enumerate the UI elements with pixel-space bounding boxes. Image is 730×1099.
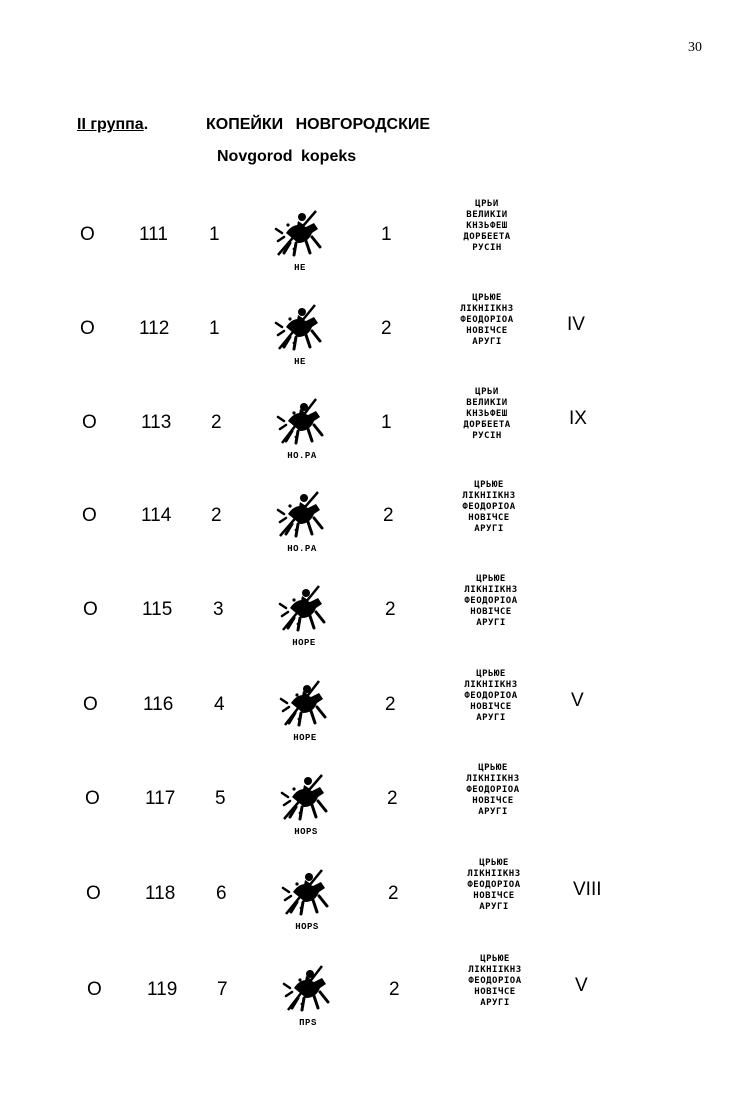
catalogue-number: 115 <box>142 599 173 620</box>
table-row <box>0 480 730 586</box>
reverse-inscription <box>445 954 545 1009</box>
reverse-inscription <box>437 199 537 254</box>
row-letter: О <box>83 694 98 715</box>
reverse-type: 2 <box>387 788 398 809</box>
inscription-line: ЛІКНІІКНЗ <box>468 965 522 975</box>
reverse-type: 2 <box>385 694 396 715</box>
catalogue-number: 117 <box>145 788 176 809</box>
rarity-grade: V <box>571 690 584 711</box>
table-row <box>0 199 730 305</box>
inscription-line: ФЕОДОРІОА <box>460 315 514 325</box>
reverse-inscription <box>437 293 537 348</box>
group-label-suffix: . <box>143 116 149 133</box>
inscription-line: ЦРЬЮЕ <box>479 858 509 868</box>
inscription-line: РУСІН <box>472 243 502 253</box>
inscription-line: АРУГІ <box>478 807 508 817</box>
obverse-horseman-image <box>268 203 332 267</box>
obverse-caption: НЕ <box>294 357 306 367</box>
obverse-type: 4 <box>214 694 225 715</box>
obverse-type: 2 <box>211 505 222 526</box>
title-russian: КОПЕЙКИ НОВГОРОДСКИЕ <box>206 116 431 133</box>
inscription-line: КНЗЬФЕШ <box>466 409 508 419</box>
obverse-horseman-image <box>273 673 337 737</box>
obverse-horseman-image <box>268 297 332 361</box>
rarity-grade: VIII <box>573 879 602 900</box>
inscription-line: НОВІЧСЕ <box>468 513 510 523</box>
table-row <box>0 574 730 680</box>
table-row <box>0 387 730 493</box>
catalogue-number: 114 <box>141 505 172 526</box>
obverse-horseman-image <box>275 862 339 926</box>
obverse-type: 1 <box>209 224 220 245</box>
title-english: Novgorod kopeks <box>217 148 357 165</box>
catalogue-number: 119 <box>147 979 178 1000</box>
catalogue-number: 112 <box>139 318 170 339</box>
inscription-line: ЦРЬИ <box>475 199 499 209</box>
inscription-line: ЦРЬЮЕ <box>476 669 506 679</box>
inscription-line: ЛІКНІІКНЗ <box>462 491 516 501</box>
group-label <box>77 116 148 134</box>
reverse-inscription <box>443 763 543 818</box>
reverse-inscription <box>441 669 541 724</box>
row-letter: О <box>80 318 95 339</box>
table-row <box>0 858 730 964</box>
inscription-line: ЦРЬЮЕ <box>480 954 510 964</box>
catalogue-number: 111 <box>139 224 168 245</box>
obverse-horseman-image <box>274 767 338 831</box>
reverse-type: 1 <box>381 224 392 245</box>
obverse-caption: НОРS <box>295 922 319 932</box>
inscription-line: АРУГІ <box>476 713 506 723</box>
reverse-inscription <box>439 480 539 535</box>
obverse-type: 3 <box>213 599 224 620</box>
inscription-line: НОВІЧСЕ <box>473 891 515 901</box>
inscription-line: ДОРБЕЕТА <box>463 232 511 242</box>
table-row <box>0 293 730 399</box>
obverse-horseman-image <box>276 958 340 1022</box>
table-row <box>0 669 730 775</box>
inscription-line: ЦРЬЮЕ <box>478 763 508 773</box>
row-letter: О <box>82 505 97 526</box>
obverse-type: 5 <box>215 788 226 809</box>
reverse-inscription <box>444 858 544 913</box>
inscription-line: ЛІКНІІКНЗ <box>460 304 514 314</box>
obverse-caption: НО.РА <box>287 451 317 461</box>
inscription-line: ЛІКНІІКНЗ <box>464 585 518 595</box>
obverse-type: 2 <box>211 412 222 433</box>
rarity-grade: IV <box>567 314 585 335</box>
obverse-type: 6 <box>216 883 227 904</box>
inscription-line: АРУГІ <box>479 902 509 912</box>
obverse-horseman-image <box>270 391 334 455</box>
inscription-line: ЛІКНІІКНЗ <box>467 869 521 879</box>
reverse-type: 1 <box>381 412 392 433</box>
reverse-type: 2 <box>381 318 392 339</box>
inscription-line: РУСІН <box>472 431 502 441</box>
inscription-line: АРУГІ <box>476 618 506 628</box>
inscription-line: ФЕОДОРІОА <box>466 785 520 795</box>
inscription-line: ВЕЛИКІИ <box>466 210 508 220</box>
row-letter: О <box>86 883 101 904</box>
inscription-line: ФЕОДОРІОА <box>464 691 518 701</box>
reverse-inscription <box>441 574 541 629</box>
reverse-type: 2 <box>388 883 399 904</box>
rarity-grade: IX <box>569 408 587 429</box>
catalogue-number: 118 <box>145 883 176 904</box>
page-number: 30 <box>688 40 702 55</box>
inscription-line: АРУГІ <box>474 524 504 534</box>
inscription-line: ФЕОДОРІОА <box>468 976 522 986</box>
inscription-line: ЦРЬИ <box>475 387 499 397</box>
inscription-line: НОВІЧСЕ <box>470 702 512 712</box>
group-label-text: II группа <box>77 116 144 133</box>
reverse-type: 2 <box>385 599 396 620</box>
reverse-type: 2 <box>383 505 394 526</box>
row-letter: О <box>83 599 98 620</box>
obverse-caption: НЕ <box>294 263 306 273</box>
row-letter: О <box>85 788 100 809</box>
row-letter: О <box>80 224 95 245</box>
inscription-line: ЛІКНІІКНЗ <box>466 774 520 784</box>
inscription-line: ФЕОДОРІОА <box>462 502 516 512</box>
inscription-line: АРУГІ <box>480 998 510 1008</box>
obverse-caption: НОРЕ <box>292 638 316 648</box>
inscription-line: НОВІЧСЕ <box>474 987 516 997</box>
reverse-inscription <box>437 387 537 442</box>
catalogue-number: 116 <box>143 694 174 715</box>
inscription-line: ЦРЬЮЕ <box>474 480 504 490</box>
row-letter: О <box>82 412 97 433</box>
obverse-type: 1 <box>209 318 220 339</box>
reverse-type: 2 <box>389 979 400 1000</box>
catalogue-number: 113 <box>141 412 172 433</box>
obverse-caption: НО.РА <box>287 544 317 554</box>
inscription-line: ФЕОДОРІОА <box>464 596 518 606</box>
obverse-caption: НОРS <box>294 827 318 837</box>
inscription-line: НОВІЧСЕ <box>470 607 512 617</box>
inscription-line: ФЕОДОРІОА <box>467 880 521 890</box>
inscription-line: НОВІЧСЕ <box>472 796 514 806</box>
obverse-caption: ПРS <box>299 1018 317 1028</box>
table-row <box>0 763 730 869</box>
inscription-line: ЦРЬЮЕ <box>476 574 506 584</box>
row-letter: О <box>87 979 102 1000</box>
rarity-grade: V <box>575 975 588 996</box>
inscription-line: КНЗЬФЕШ <box>466 221 508 231</box>
inscription-line: ЦРЬЮЕ <box>472 293 502 303</box>
obverse-horseman-image <box>270 484 334 548</box>
obverse-caption: НОРЕ <box>293 733 317 743</box>
obverse-horseman-image <box>272 578 336 642</box>
inscription-line: ВЕЛИКІИ <box>466 398 508 408</box>
inscription-line: НОВІЧСЕ <box>466 326 508 336</box>
inscription-line: АРУГІ <box>472 337 502 347</box>
inscription-line: ДОРБЕЕТА <box>463 420 511 430</box>
inscription-line: ЛІКНІІКНЗ <box>464 680 518 690</box>
table-row <box>0 954 730 1060</box>
obverse-type: 7 <box>217 979 228 1000</box>
